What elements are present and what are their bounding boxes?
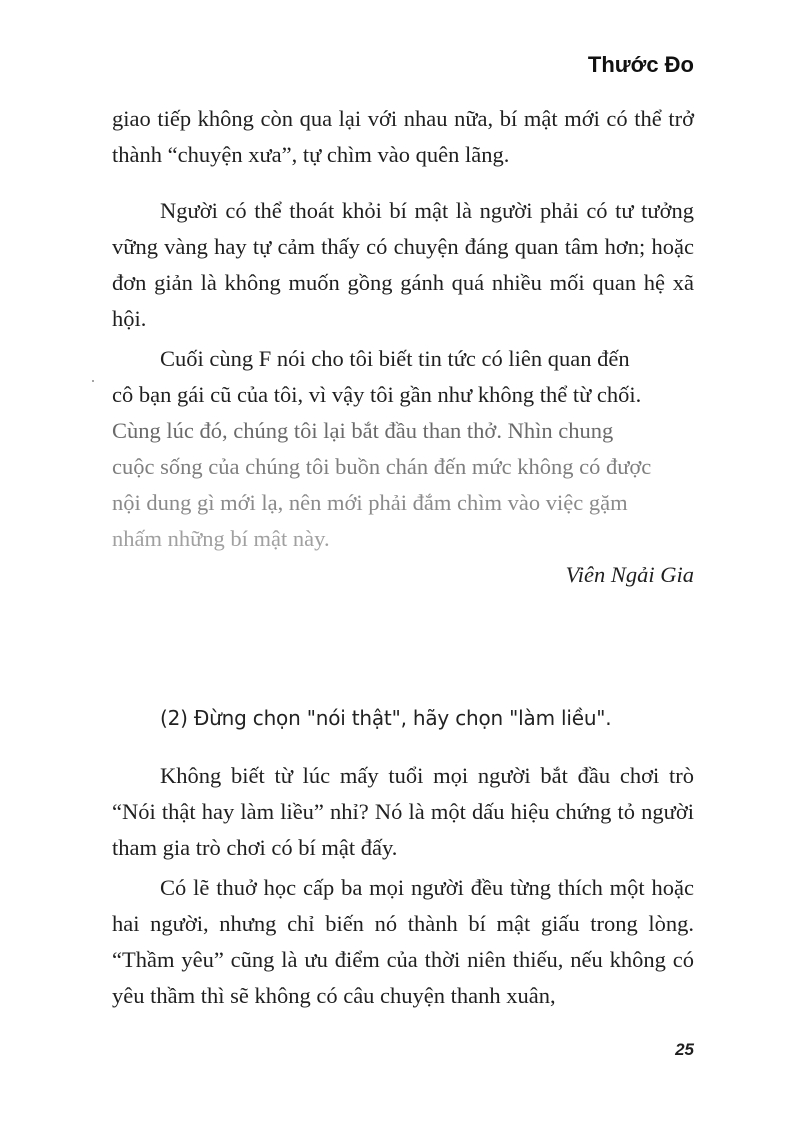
paragraph-continuation: [112, 101, 694, 173]
paragraph-text: Người có thể thoát khỏi bí mật là người phải có tư tưởng vững vàng hay tự cảm thấy có chuyện đáng quan tâm hơn; hoặc đơn giản là không muốn gồng gánh quá nhiều mối quan hệ xã hội.: [112, 198, 694, 331]
paragraph-text: Có lẽ thuở học cấp ba mọi người đều từng thích một hoặc hai người, nhưng chỉ biến nó thành bí mật giấu trong lòng. “Thầm yêu” cũng là ưu điểm của thời niên thiếu, nếu không có yêu thầm thì sẽ không có câu chuyện thanh xuân,: [112, 875, 694, 1008]
paragraph-line: nội dung gì mới lạ, nên mới phải đắm chìm vào việc gặm: [112, 490, 628, 515]
paragraph-text: Không biết từ lúc mấy tuổi mọi người bắt đầu chơi trò “Nói thật hay làm liều” nhỉ? Nó là một dấu hiệu chứng tỏ người tham gia trò chơi có bí mật đấy.: [112, 763, 694, 860]
page-number: 25: [675, 1040, 694, 1059]
running-header-title: Thước Đo: [587, 52, 694, 77]
paragraph-line: cuộc sống của chúng tôi buồn chán đến mức không có được: [112, 454, 652, 479]
paragraph-truth-or-dare: [112, 758, 694, 866]
paragraph-line: nhấm những bí mật này.: [112, 526, 330, 551]
paragraph-secret-love: [112, 870, 694, 1014]
paragraph-text: giao tiếp không còn qua lại với nhau nữa, bí mật mới có thể trở thành “chuyện xưa”, tự chìm vào quên lãng.: [112, 106, 694, 167]
paragraph-line: Cuối cùng F nói cho tôi biết tin tức có liên quan đến: [160, 346, 630, 371]
scan-speck: [92, 380, 94, 382]
paragraph-ex-girlfriend: [112, 341, 694, 557]
paragraph-escape-secrets: [112, 193, 694, 337]
quote-author: Viên Ngải Gia: [565, 562, 694, 587]
paragraph-line: cô bạn gái cũ của tôi, vì vậy tôi gần như không thể từ chối.: [112, 382, 642, 407]
paragraph-line: Cùng lúc đó, chúng tôi lại bắt đầu than thở. Nhìn chung: [112, 418, 614, 443]
section-heading: (2) Đừng chọn "nói thật", hãy chọn "làm liều".: [160, 706, 612, 730]
